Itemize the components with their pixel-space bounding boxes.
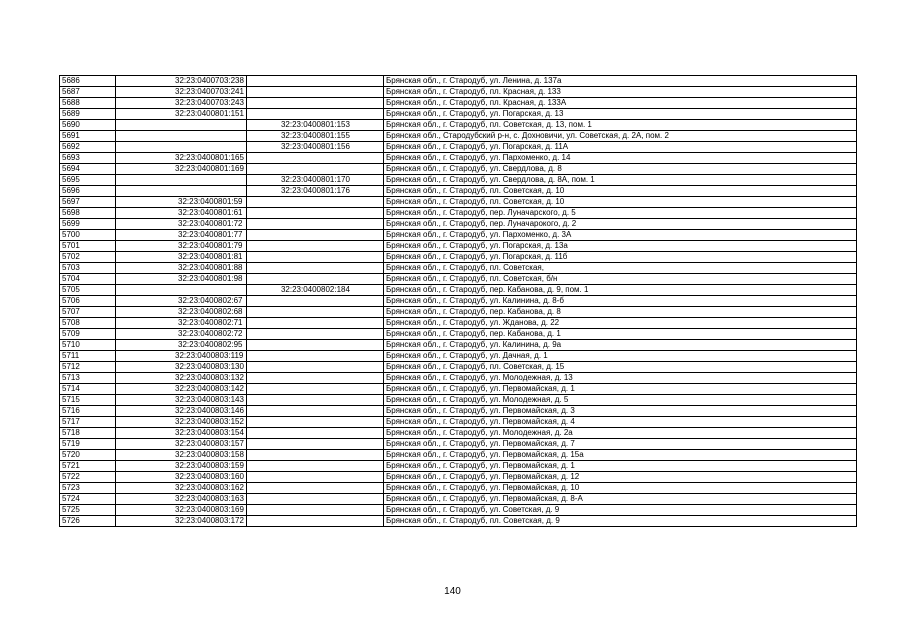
row-number: 5691 (60, 131, 116, 142)
cadastral-number-col-a (116, 274, 247, 285)
row-number: 5720 (60, 450, 116, 461)
cadastral-number-col-a (116, 428, 247, 439)
cadastral-number-col-b (246, 395, 383, 406)
address: Брянская обл., г. Стародуб, ул. Советская, д. 9 (383, 505, 856, 516)
row-number: 5721 (60, 461, 116, 472)
table-row (60, 274, 857, 285)
table-row (60, 472, 857, 483)
table-row (60, 351, 857, 362)
row-number: 5716 (60, 406, 116, 417)
table-row (60, 131, 857, 142)
row-number: 5714 (60, 384, 116, 395)
table-row (60, 395, 857, 406)
address: Брянская обл., г. Стародуб, ул. Свердлова, д. 8А, пом. 1 (383, 175, 856, 186)
cadastral-number-b: 32:23:0400801:156 (280, 142, 350, 151)
address: Брянская обл., г. Стародуб, ул. Первомайская, д. 10 (383, 483, 856, 494)
cadastral-number-col-a (116, 109, 247, 120)
address: Брянская обл., г. Стародуб, ул. Пархоменко, д. 14 (383, 153, 856, 164)
cadastral-number-col-a (116, 197, 247, 208)
cadastral-number-a: 32:23:0400802:67 (178, 296, 243, 305)
cadastral-number-col-a (116, 76, 247, 87)
cadastral-number-col-b (246, 230, 383, 241)
table-row (60, 153, 857, 164)
cadastral-number-b: 32:23:0400802:184 (280, 285, 350, 294)
cadastral-number-col-b (246, 76, 383, 87)
cadastral-number-col-a (116, 461, 247, 472)
row-number: 5688 (60, 98, 116, 109)
row-number: 5705 (60, 285, 116, 296)
row-number: 5724 (60, 494, 116, 505)
cadastral-number-col-b (246, 461, 383, 472)
cadastral-number-col-a (116, 307, 247, 318)
cadastral-number-col-a (116, 285, 247, 296)
cadastral-number-col-b (246, 516, 383, 527)
cadastral-number-a: 32:23:0400803:146 (175, 406, 244, 415)
table-row (60, 219, 857, 230)
table-row (60, 285, 857, 296)
table-row (60, 516, 857, 527)
row-number: 5703 (60, 263, 116, 274)
address: Брянская обл., г. Стародуб, ул. Жданова, д. 22 (383, 318, 856, 329)
cadastral-number-a: 32:23:0400803:159 (175, 461, 244, 470)
address: Брянская обл., г. Стародуб, пл. Красная, д. 133А (383, 98, 856, 109)
address: Брянская обл., г. Стародуб, пл. Советская, д. 15 (383, 362, 856, 373)
address: Брянская обл., г. Стародуб, пер. Луначарокого, д. 2 (383, 219, 856, 230)
address: Брянская обл., г. Стародуб, ул. Первомайская, д. 4 (383, 417, 856, 428)
row-number: 5706 (60, 296, 116, 307)
address: Брянская обл., г. Стародуб, ул. Первомайская, д. 15а (383, 450, 856, 461)
row-number: 5725 (60, 505, 116, 516)
address: Брянская обл., г. Стародуб, ул. Погарская, д. 13а (383, 241, 856, 252)
cadastral-number-a: 32:23:0400801:169 (175, 164, 244, 173)
cadastral-number-b: 32:23:0400801:176 (280, 186, 350, 195)
table-row (60, 318, 857, 329)
address: Брянская обл., г. Стародуб, ул. Молодежная, д. 5 (383, 395, 856, 406)
row-number: 5710 (60, 340, 116, 351)
address: Брянская обл., г. Стародуб, пл. Красная, д. 133 (383, 87, 856, 98)
cadastral-number-col-a (116, 263, 247, 274)
cadastral-number-a: 32:23:0400803:157 (175, 439, 244, 448)
table-row (60, 208, 857, 219)
table-row (60, 252, 857, 263)
cadastral-number-col-b (246, 164, 383, 175)
table-row (60, 76, 857, 87)
address: Брянская обл., г. Стародуб, ул. Молодежная, д. 13 (383, 373, 856, 384)
cadastral-number-col-a (116, 186, 247, 197)
cadastral-number-col-b (246, 318, 383, 329)
cadastral-number-a: 32:23:0400703:238 (175, 76, 244, 85)
cadastral-number-col-b (246, 450, 383, 461)
cadastral-number-col-a (116, 483, 247, 494)
cadastral-number-a: 32:23:0400803:154 (175, 428, 244, 437)
cadastral-number-a: 32:23:0400803:169 (175, 505, 244, 514)
address: Брянская обл., г. Стародуб, пл. Советская, д. 9 (383, 516, 856, 527)
cadastral-number-col-b (246, 263, 383, 274)
cadastral-number-col-b (246, 219, 383, 230)
table-row (60, 109, 857, 120)
cadastral-number-col-b (246, 362, 383, 373)
row-number: 5711 (60, 351, 116, 362)
cadastral-number-col-a (116, 340, 247, 351)
address: Брянская обл., г. Стародуб, ул. Пархоменко, д. 3А (383, 230, 856, 241)
table-row (60, 164, 857, 175)
cadastral-number-col-a (116, 175, 247, 186)
address: Брянская обл., г. Стародуб, пер. Кабанова, д. 1 (383, 329, 856, 340)
cadastral-number-a: 32:23:0400803:163 (175, 494, 244, 503)
cadastral-number-a: 32:23:0400703:241 (175, 87, 244, 96)
address: Брянская обл., г. Стародуб, ул. Погарская, д. 11б (383, 252, 856, 263)
table-row (60, 98, 857, 109)
cadastral-number-col-a (116, 164, 247, 175)
cadastral-number-a: 32:23:0400803:132 (175, 373, 244, 382)
cadastral-number-col-b (246, 307, 383, 318)
cadastral-number-b: 32:23:0400801:155 (280, 131, 350, 140)
table-row (60, 483, 857, 494)
row-number: 5687 (60, 87, 116, 98)
row-number: 5717 (60, 417, 116, 428)
cadastral-number-col-b (246, 439, 383, 450)
cadastral-number-col-a (116, 120, 247, 131)
cadastral-number-col-a (116, 505, 247, 516)
cadastral-number-col-b (246, 351, 383, 362)
cadastral-number-col-a (116, 406, 247, 417)
cadastral-number-a: 32:23:0400803:143 (175, 395, 244, 404)
row-number: 5707 (60, 307, 116, 318)
row-number: 5692 (60, 142, 116, 153)
cadastral-number-a: 32:23:0400801:59 (178, 197, 243, 206)
cadastral-number-col-a (116, 384, 247, 395)
cadastral-number-col-b (246, 329, 383, 340)
cadastral-number-col-a (116, 296, 247, 307)
cadastral-number-col-b (246, 472, 383, 483)
address: Брянская обл., г. Стародуб, ул. Первомайская, д. 3 (383, 406, 856, 417)
row-number: 5704 (60, 274, 116, 285)
table-row (60, 307, 857, 318)
table-row (60, 263, 857, 274)
cadastral-number-a: 32:23:0400803:162 (175, 483, 244, 492)
cadastral-number-a: 32:23:0400803:130 (175, 362, 244, 371)
table-row (60, 175, 857, 186)
cadastral-number-a: 32:23:0400803:142 (175, 384, 244, 393)
cadastral-number-col-b (246, 417, 383, 428)
cadastral-number-a: 32:23:0400802:71 (178, 318, 243, 327)
cadastral-number-b: 32:23:0400801:153 (280, 120, 350, 129)
cadastral-number-col-b (246, 494, 383, 505)
row-number: 5715 (60, 395, 116, 406)
cadastral-number-a: 32:23:0400803:152 (175, 417, 244, 426)
row-number: 5694 (60, 164, 116, 175)
table-row (60, 186, 857, 197)
address: Брянская обл., г. Стародуб, ул. Ленина, д. 137а (383, 76, 856, 87)
cadastral-number-col-a (116, 318, 247, 329)
cadastral-number-col-b (246, 274, 383, 285)
cadastral-number-col-b (246, 406, 383, 417)
table-row (60, 417, 857, 428)
cadastral-number-col-b (246, 120, 383, 131)
cadastral-number-col-b (246, 252, 383, 263)
cadastral-number-b: 32:23:0400801:170 (280, 175, 350, 184)
address: Брянская обл., г. Стародуб, ул. Калинина, д. 9а (383, 340, 856, 351)
cadastral-number-a: 32:23:0400802:72 (178, 329, 243, 338)
cadastral-number-col-b (246, 241, 383, 252)
cadastral-number-col-a (116, 439, 247, 450)
cadastral-number-a: 32:23:0400801:61 (178, 208, 243, 217)
address: Брянская обл., г. Стародуб, ул. Калинина, д. 8-б (383, 296, 856, 307)
address: Брянская обл., г. Стародуб, пер. Луначарского, д. 5 (383, 208, 856, 219)
cadastral-number-col-b (246, 131, 383, 142)
address: Брянская обл., г. Стародуб, пл. Советская, (383, 263, 856, 274)
address: Брянская обл., г. Стародуб, ул. Дачная, д. 1 (383, 351, 856, 362)
cadastral-number-col-a (116, 516, 247, 527)
cadastral-number-col-a (116, 87, 247, 98)
cadastral-number-col-a (116, 241, 247, 252)
address: Брянская обл., г. Стародуб, пл. Советская, д. 10 (383, 197, 856, 208)
table-row (60, 87, 857, 98)
address: Брянская обл., г. Стародуб, ул. Погарская, д. 11А (383, 142, 856, 153)
row-number: 5708 (60, 318, 116, 329)
cadastral-number-a: 32:23:0400703:243 (175, 98, 244, 107)
table-row (60, 428, 857, 439)
address: Брянская обл., г. Стародуб, ул. Первомайская, д. 8-А (383, 494, 856, 505)
address: Брянская обл., г. Стародуб, ул. Первомайская, д. 7 (383, 439, 856, 450)
row-number: 5726 (60, 516, 116, 527)
cadastral-number-a: 32:23:0400803:158 (175, 450, 244, 459)
cadastral-number-a: 32:23:0400803:172 (175, 516, 244, 525)
cadastral-number-a: 32:23:0400803:119 (175, 351, 244, 360)
cadastral-number-col-b (246, 340, 383, 351)
cadastral-number-col-b (246, 175, 383, 186)
table-row (60, 373, 857, 384)
row-number: 5723 (60, 483, 116, 494)
address: Брянская обл., г. Стародуб, ул. Первомайская, д. 1 (383, 384, 856, 395)
cadastral-number-col-a (116, 98, 247, 109)
table-row (60, 505, 857, 516)
cadastral-number-col-b (246, 197, 383, 208)
row-number: 5698 (60, 208, 116, 219)
registry-table-body (60, 76, 857, 527)
row-number: 5718 (60, 428, 116, 439)
cadastral-number-col-a (116, 494, 247, 505)
table-row (60, 406, 857, 417)
cadastral-number-col-b (246, 87, 383, 98)
cadastral-number-a: 32:23:0400803:160 (175, 472, 244, 481)
cadastral-number-col-b (246, 428, 383, 439)
address: Брянская обл., г. Стародуб, пл. Советская, д. 13, пом. 1 (383, 120, 856, 131)
cadastral-number-col-a (116, 417, 247, 428)
cadastral-number-col-b (246, 109, 383, 120)
address: Брянская обл., г. Стародуб, пл. Советская, б/н (383, 274, 856, 285)
cadastral-number-a: 32:23:0400802:68 (178, 307, 243, 316)
row-number: 5689 (60, 109, 116, 120)
cadastral-number-col-b (246, 483, 383, 494)
cadastral-number-col-b (246, 285, 383, 296)
address: Брянская обл., Стародубский р-н, с. Дохновичи, ул. Советская, д. 2А, пом. 2 (383, 131, 856, 142)
address: Брянская обл., г. Стародуб, ул. Первомайская, д. 12 (383, 472, 856, 483)
cadastral-number-col-a (116, 219, 247, 230)
cadastral-number-col-a (116, 131, 247, 142)
cadastral-number-col-b (246, 373, 383, 384)
address: Брянская обл., г. Стародуб, ул. Первомайская, д. 1 (383, 461, 856, 472)
cadastral-number-col-b (246, 98, 383, 109)
cadastral-number-col-a (116, 373, 247, 384)
table-row (60, 362, 857, 373)
cadastral-number-col-a (116, 450, 247, 461)
cadastral-number-col-a (116, 362, 247, 373)
table-row (60, 384, 857, 395)
table-row (60, 461, 857, 472)
address: Брянская обл., г. Стародуб, ул. Молодежная, д. 2а (383, 428, 856, 439)
address: Брянская обл., г. Стародуб, пл. Советская, д. 10 (383, 186, 856, 197)
address: Брянская обл., г. Стародуб, ул. Погарская, д. 13 (383, 109, 856, 120)
cadastral-number-col-a (116, 208, 247, 219)
cadastral-number-col-a (116, 472, 247, 483)
row-number: 5693 (60, 153, 116, 164)
cadastral-number-a: 32:23:0400801:81 (178, 252, 243, 261)
table-row (60, 197, 857, 208)
cadastral-number-col-a (116, 230, 247, 241)
row-number: 5690 (60, 120, 116, 131)
table-row (60, 230, 857, 241)
row-number: 5709 (60, 329, 116, 340)
row-number: 5700 (60, 230, 116, 241)
row-number: 5712 (60, 362, 116, 373)
table-row (60, 142, 857, 153)
registry-table (59, 75, 857, 527)
table-row (60, 439, 857, 450)
row-number: 5702 (60, 252, 116, 263)
cadastral-number-col-b (246, 296, 383, 307)
row-number: 5699 (60, 219, 116, 230)
page-number: 140 (444, 586, 461, 597)
cadastral-number-col-a (116, 395, 247, 406)
table-row (60, 241, 857, 252)
cadastral-number-col-b (246, 505, 383, 516)
cadastral-number-col-b (246, 384, 383, 395)
cadastral-number-a: 32:23:0400801:88 (178, 263, 243, 272)
table-row (60, 329, 857, 340)
table-row (60, 450, 857, 461)
cadastral-number-a: 32:23:0400801:79 (178, 241, 243, 250)
row-number: 5713 (60, 373, 116, 384)
table-row (60, 296, 857, 307)
row-number: 5696 (60, 186, 116, 197)
cadastral-number-a: 32:23:0400801:98 (178, 274, 243, 283)
row-number: 5719 (60, 439, 116, 450)
cadastral-number-col-b (246, 208, 383, 219)
cadastral-number-col-a (116, 329, 247, 340)
row-number: 5722 (60, 472, 116, 483)
cadastral-number-a: 32:23:0400801:72 (178, 219, 243, 228)
cadastral-number-col-b (246, 186, 383, 197)
address: Брянская обл., г. Стародуб, пер. Кабанова, д. 8 (383, 307, 856, 318)
cadastral-number-col-a (116, 351, 247, 362)
address: Брянская обл., г. Стародуб, ул. Свердлова, д. 8 (383, 164, 856, 175)
table-row (60, 494, 857, 505)
cadastral-number-a: 32:23:0400801:165 (175, 153, 244, 162)
cadastral-number-a: 32:23:0400801:151 (175, 109, 244, 118)
cadastral-number-a: 32:23:0400801:77 (178, 230, 243, 239)
table-row (60, 120, 857, 131)
row-number: 5697 (60, 197, 116, 208)
cadastral-number-col-a (116, 153, 247, 164)
cadastral-number-a: 32:23:0400802:95 (178, 340, 243, 349)
cadastral-number-col-a (116, 252, 247, 263)
cadastral-number-col-b (246, 153, 383, 164)
address: Брянская обл., г. Стародуб, пер. Кабанова, д. 9, пом. 1 (383, 285, 856, 296)
row-number: 5701 (60, 241, 116, 252)
row-number: 5695 (60, 175, 116, 186)
cadastral-number-col-a (116, 142, 247, 153)
cadastral-number-col-b (246, 142, 383, 153)
table-row (60, 340, 857, 351)
row-number: 5686 (60, 76, 116, 87)
